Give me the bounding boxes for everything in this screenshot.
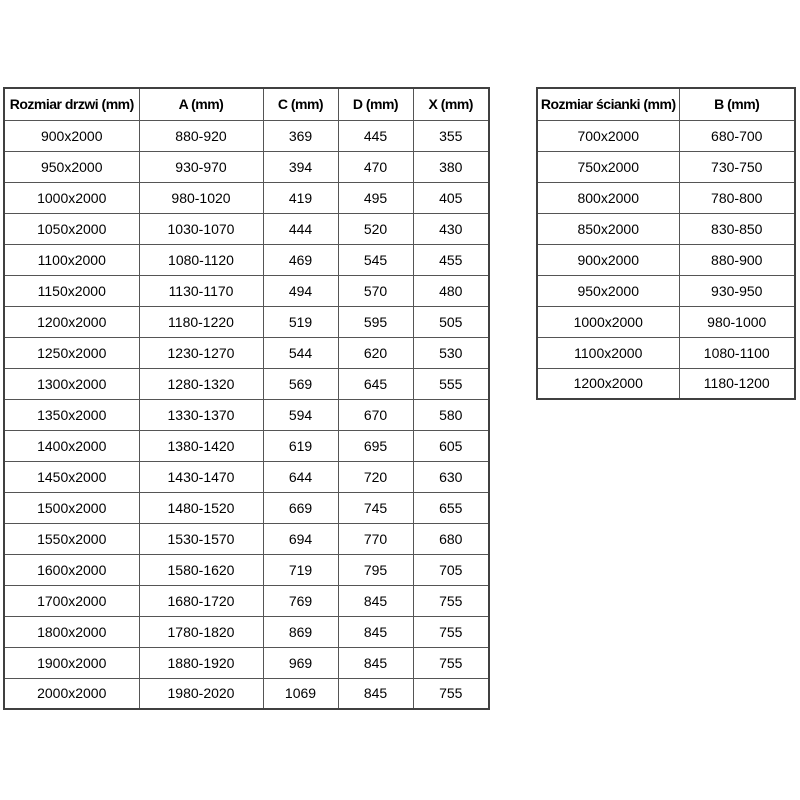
- table-cell: 419: [263, 182, 338, 213]
- table-row: [537, 337, 795, 368]
- table-cell: 930-950: [679, 275, 795, 306]
- table-cell: 980-1000: [679, 306, 795, 337]
- table-cell: 770: [338, 523, 413, 554]
- table-row: [537, 244, 795, 275]
- table-cell: 845: [338, 678, 413, 709]
- table-cell: 1180-1220: [139, 306, 263, 337]
- table-cell: 444: [263, 213, 338, 244]
- table-cell: 620: [338, 337, 413, 368]
- table-row: [4, 678, 489, 709]
- table-cell: 755: [413, 616, 489, 647]
- table-cell: 1069: [263, 678, 338, 709]
- table-cell: 470: [338, 151, 413, 182]
- column-header: A (mm): [139, 88, 263, 120]
- table-cell: 950x2000: [4, 151, 139, 182]
- table-cell: 455: [413, 244, 489, 275]
- table-cell: 680: [413, 523, 489, 554]
- table-cell: 505: [413, 306, 489, 337]
- table-cell: 2000x2000: [4, 678, 139, 709]
- table-cell: 670: [338, 399, 413, 430]
- table-cell: 880-900: [679, 244, 795, 275]
- table-cell: 1200x2000: [537, 368, 679, 399]
- table-cell: 769: [263, 585, 338, 616]
- table-cell: 755: [413, 678, 489, 709]
- table-cell: 1230-1270: [139, 337, 263, 368]
- table-row: [537, 213, 795, 244]
- table-cell: 1580-1620: [139, 554, 263, 585]
- table-cell: 695: [338, 430, 413, 461]
- table-cell: 1080-1100: [679, 337, 795, 368]
- table-cell: 494: [263, 275, 338, 306]
- table-cell: 980-1020: [139, 182, 263, 213]
- table-cell: 795: [338, 554, 413, 585]
- table-cell: 845: [338, 616, 413, 647]
- table-cell: 1450x2000: [4, 461, 139, 492]
- table-row: [4, 213, 489, 244]
- table-cell: 569: [263, 368, 338, 399]
- table-cell: 950x2000: [537, 275, 679, 306]
- table-cell: 430: [413, 213, 489, 244]
- table-cell: 405: [413, 182, 489, 213]
- table-row: [4, 399, 489, 430]
- table-cell: 530: [413, 337, 489, 368]
- table-cell: 850x2000: [537, 213, 679, 244]
- table-cell: 544: [263, 337, 338, 368]
- table-cell: 369: [263, 120, 338, 151]
- table-cell: 645: [338, 368, 413, 399]
- table-cell: 1280-1320: [139, 368, 263, 399]
- table-cell: 644: [263, 461, 338, 492]
- table-cell: 694: [263, 523, 338, 554]
- wall-size-table: [536, 87, 796, 400]
- table-row: [4, 523, 489, 554]
- column-header: Rozmiar ścianki (mm): [537, 88, 679, 120]
- table-cell: 1480-1520: [139, 492, 263, 523]
- table-cell: 1700x2000: [4, 585, 139, 616]
- wall-size-table-header: [537, 88, 795, 120]
- table-cell: 1900x2000: [4, 647, 139, 678]
- table-cell: 580: [413, 399, 489, 430]
- table-row: [4, 492, 489, 523]
- table-cell: 1080-1120: [139, 244, 263, 275]
- table-cell: 755: [413, 647, 489, 678]
- table-cell: 1030-1070: [139, 213, 263, 244]
- table-row: [4, 461, 489, 492]
- table-row: [4, 244, 489, 275]
- table-cell: 480: [413, 275, 489, 306]
- table-cell: 700x2000: [537, 120, 679, 151]
- table-cell: 1300x2000: [4, 368, 139, 399]
- table-cell: 1100x2000: [537, 337, 679, 368]
- header-row: [4, 88, 489, 120]
- table-row: [4, 120, 489, 151]
- table-cell: 1780-1820: [139, 616, 263, 647]
- table-cell: 1000x2000: [537, 306, 679, 337]
- table-cell: 705: [413, 554, 489, 585]
- table-cell: 719: [263, 554, 338, 585]
- table-cell: 845: [338, 585, 413, 616]
- table-cell: 800x2000: [537, 182, 679, 213]
- table-cell: 750x2000: [537, 151, 679, 182]
- table-cell: 869: [263, 616, 338, 647]
- table-cell: 1200x2000: [4, 306, 139, 337]
- table-cell: 355: [413, 120, 489, 151]
- table-cell: 830-850: [679, 213, 795, 244]
- wall-size-table-body: [537, 120, 795, 399]
- table-cell: 669: [263, 492, 338, 523]
- table-cell: 1400x2000: [4, 430, 139, 461]
- table-cell: 900x2000: [4, 120, 139, 151]
- table-cell: 1150x2000: [4, 275, 139, 306]
- table-cell: 469: [263, 244, 338, 275]
- column-header: D (mm): [338, 88, 413, 120]
- table-cell: 1680-1720: [139, 585, 263, 616]
- table-cell: 1050x2000: [4, 213, 139, 244]
- table-cell: 745: [338, 492, 413, 523]
- table-row: [4, 585, 489, 616]
- table-cell: 1980-2020: [139, 678, 263, 709]
- column-header: Rozmiar drzwi (mm): [4, 88, 139, 120]
- table-cell: 1250x2000: [4, 337, 139, 368]
- table-row: [537, 306, 795, 337]
- table-cell: 1380-1420: [139, 430, 263, 461]
- door-size-table-body: [4, 120, 489, 709]
- table-cell: 594: [263, 399, 338, 430]
- header-row: [537, 88, 795, 120]
- table-cell: 969: [263, 647, 338, 678]
- table-cell: 755: [413, 585, 489, 616]
- table-cell: 780-800: [679, 182, 795, 213]
- table-cell: 595: [338, 306, 413, 337]
- table-cell: 495: [338, 182, 413, 213]
- table-cell: 1330-1370: [139, 399, 263, 430]
- table-cell: 630: [413, 461, 489, 492]
- table-cell: 900x2000: [537, 244, 679, 275]
- table-row: [4, 430, 489, 461]
- table-row: [4, 182, 489, 213]
- table-row: [4, 337, 489, 368]
- column-header: C (mm): [263, 88, 338, 120]
- table-cell: 680-700: [679, 120, 795, 151]
- table-cell: 1550x2000: [4, 523, 139, 554]
- table-row: [537, 182, 795, 213]
- table-cell: 1430-1470: [139, 461, 263, 492]
- table-cell: 520: [338, 213, 413, 244]
- table-cell: 445: [338, 120, 413, 151]
- table-cell: 930-970: [139, 151, 263, 182]
- table-cell: 1600x2000: [4, 554, 139, 585]
- table-row: [4, 616, 489, 647]
- table-row: [537, 120, 795, 151]
- door-size-table-header: [4, 88, 489, 120]
- table-cell: 1130-1170: [139, 275, 263, 306]
- table-cell: 1530-1570: [139, 523, 263, 554]
- table-cell: 1800x2000: [4, 616, 139, 647]
- table-cell: 1350x2000: [4, 399, 139, 430]
- table-row: [4, 647, 489, 678]
- door-size-table: [3, 87, 490, 710]
- table-cell: 845: [338, 647, 413, 678]
- table-cell: 720: [338, 461, 413, 492]
- table-cell: 1500x2000: [4, 492, 139, 523]
- table-cell: 1180-1200: [679, 368, 795, 399]
- column-header: X (mm): [413, 88, 489, 120]
- column-header: B (mm): [679, 88, 795, 120]
- table-cell: 730-750: [679, 151, 795, 182]
- table-row: [537, 275, 795, 306]
- table-cell: 655: [413, 492, 489, 523]
- table-cell: 1000x2000: [4, 182, 139, 213]
- table-cell: 519: [263, 306, 338, 337]
- table-cell: 1100x2000: [4, 244, 139, 275]
- table-cell: 555: [413, 368, 489, 399]
- table-row: [4, 275, 489, 306]
- table-row: [537, 151, 795, 182]
- table-cell: 605: [413, 430, 489, 461]
- table-row: [4, 554, 489, 585]
- table-row: [537, 368, 795, 399]
- table-cell: 545: [338, 244, 413, 275]
- table-cell: 619: [263, 430, 338, 461]
- table-cell: 570: [338, 275, 413, 306]
- table-cell: 394: [263, 151, 338, 182]
- table-cell: 880-920: [139, 120, 263, 151]
- table-row: [4, 151, 489, 182]
- table-row: [4, 306, 489, 337]
- table-row: [4, 368, 489, 399]
- table-cell: 1880-1920: [139, 647, 263, 678]
- table-cell: 380: [413, 151, 489, 182]
